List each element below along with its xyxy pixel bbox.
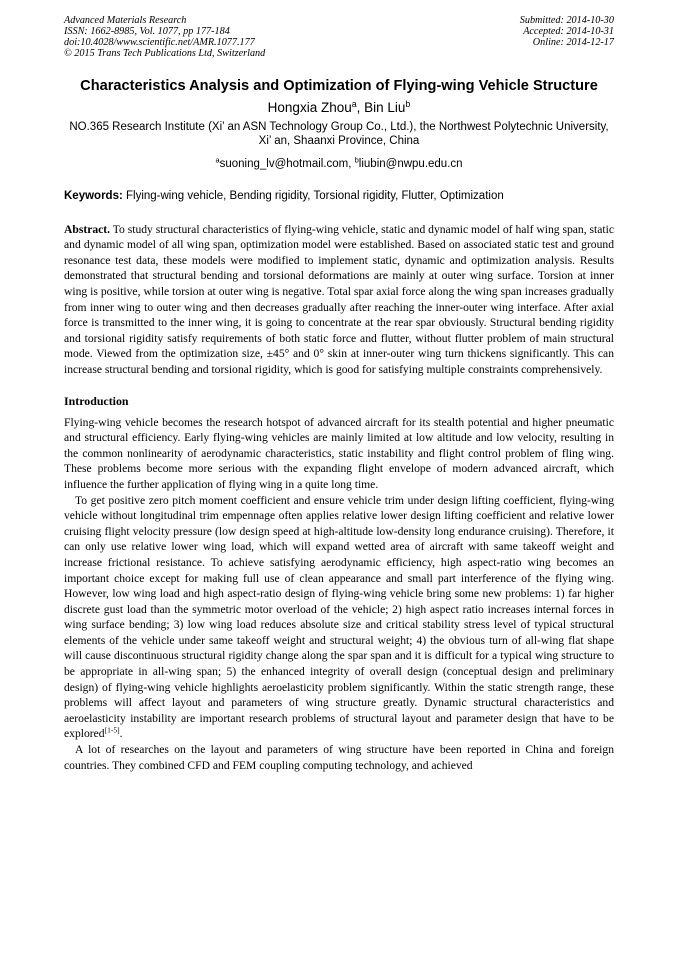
body-paragraph: Flying-wing vehicle becomes the research hotspot of advanced aircraft for its stealth potential and higher pneumatic and structural efficiency. Early flying-wing vehicles are mainly limited at low altitude and low velocity, resulting in the common nonlinearity of aerodynamic characteristics, static instability and flight control problem of fling wing. These problems become more serious with the expanding flight envelope of modern advanced aircraft, which influence the further application of flying wing in a quite long time.: [64, 415, 614, 491]
journal-issn: ISSN: 1662-8985, Vol. 1077, pp 177-184: [64, 25, 230, 37]
publication-dates: [520, 16, 614, 60]
abstract: [64, 222, 614, 378]
section-heading-introduction: Introduction: [64, 393, 129, 408]
author-name: Bin Liu: [364, 99, 406, 115]
author-list: [64, 99, 614, 116]
author-separator: ,: [356, 99, 365, 115]
keywords-label: Keywords:: [64, 189, 123, 202]
body-paragraph: [64, 493, 614, 743]
paragraph-end: .: [119, 727, 123, 741]
journal-doi[interactable]: doi:10.4028/www.scientific.net/AMR.1077.177: [64, 36, 255, 48]
abstract-label: Abstract.: [64, 222, 111, 236]
journal-name: Advanced Materials Research: [64, 15, 187, 26]
journal-copyright: © 2015 Trans Tech Publications Ltd, Switzerland: [64, 47, 266, 59]
paper-title: Characteristics Analysis and Optimization of Flying-wing Vehicle Structure: [80, 77, 598, 94]
author-affiliation-mark: a: [351, 98, 357, 109]
email-link[interactable]: liubin@nwpu.edu.cn: [358, 157, 463, 170]
keywords-text: Flying-wing vehicle, Bending rigidity, Torsional rigidity, Flutter, Optimization: [122, 189, 504, 202]
journal-header: [64, 16, 614, 60]
email-mark: b: [354, 155, 359, 165]
author-name: Hongxia Zhou: [267, 99, 352, 115]
email-mark: a: [215, 155, 220, 165]
journal-info: [64, 16, 265, 60]
accepted-date: Accepted: 2014-10-31: [523, 25, 614, 37]
citation-link[interactable]: [1-5]: [104, 725, 120, 735]
abstract-text: To study structural characteristics of flying-wing vehicle, static and dynamic model of half wing span, static and dynamic model of all wing span, optimization model were established. Based on associated static test and ground resonance test data, these models were modified to implement static, dynamic and optimization analysis. Results demonstrated that structural bending and torsional deformations are mainly at outer wing surface. Torsion at inner wing is positive, while torsion at outer wing is negative. Total spar axial force along the wing span increases gradually from inner wing to outer wing and then decreases gradually after reaching the inner-outer wing interface. After axial force is transmitted to the inner wing, it is going to concentrate at the rear spar obviously. Structural bending rigidity and torsional rigidity satisfy requirements of both static force and flutter, without flutter problem of main structural mode. Viewed from the optimization size, ±45° and 0° skin at inner-outer wing turn thickens significantly. This can increase structural bending and torsional rigidity, which is good for satisfying multiple constraints comprehensively.: [64, 222, 614, 376]
author-emails: [64, 157, 614, 171]
body-paragraph: A lot of researches on the layout and parameters of wing structure have been reported in China and foreign countries. They combined CFD and FEM coupling computing technology, and achieved: [64, 743, 614, 772]
online-date: Online: 2014-12-17: [532, 36, 614, 48]
keywords: [64, 189, 614, 203]
paragraph-text: To get positive zero pitch moment coefficient and ensure vehicle trim under design lifting coefficient, flying-wing vehicle without longitudinal trim empennage often applies relative lower design lifting coefficient and relative lower cruising flight velocity pressure (low design speed at high-altitude low-density long endurance cruising). Therefore, it can only use relative lower wing load, which will expand wetted area of aircraft with same takeoff weight and increase frictional resistance. To achieve satisfying aerodynamic efficiency, high aspect-ratio wing becomes an important choice except for making full use of clean appearance and small part interference of the flying wing. However, low wing load and high aspect-ratio design of flying-wing vehicle bring some new problems: 1) far higher discrete gust load than the symmetric motor overload of the vehicle; 2) high aspect ratio increases internal forces in wing surface bending; 3) low wing load reduces absolute size and critical stability stress level of typical structural elements of the vehicle under same takeoff weight and structural weight; 4) the obvious turn of all-wing flat shape will cause discontinuous structural rigidity change along the spar span and it is difficult for a typical wing structure to be appropriate in all-wing span; 5) the enhanced integrity of overall design (conceptual design and preliminary design) of flying-wing vehicle highlights aeroelasticity problem significantly. Within the static strength range, these problems will affect layout and parameters of wing structure greatly. Dynamic structural characteristics and aeroelasticity instability are important research problems of structural layout and parameter design that have to be explored: [64, 493, 614, 741]
author-affiliation-mark: b: [405, 98, 411, 109]
author-affiliation: NO.365 Research Institute (Xi’ an ASN Technology Group Co., Ltd.), the Northwest Polytechnic University, Xi’ an, Shaanxi Province, China: [69, 120, 609, 148]
submitted-date: Submitted: 2014-10-30: [519, 15, 614, 26]
email-separator: ,: [348, 157, 355, 170]
email-link[interactable]: suoning_lv@hotmail.com: [219, 157, 349, 170]
